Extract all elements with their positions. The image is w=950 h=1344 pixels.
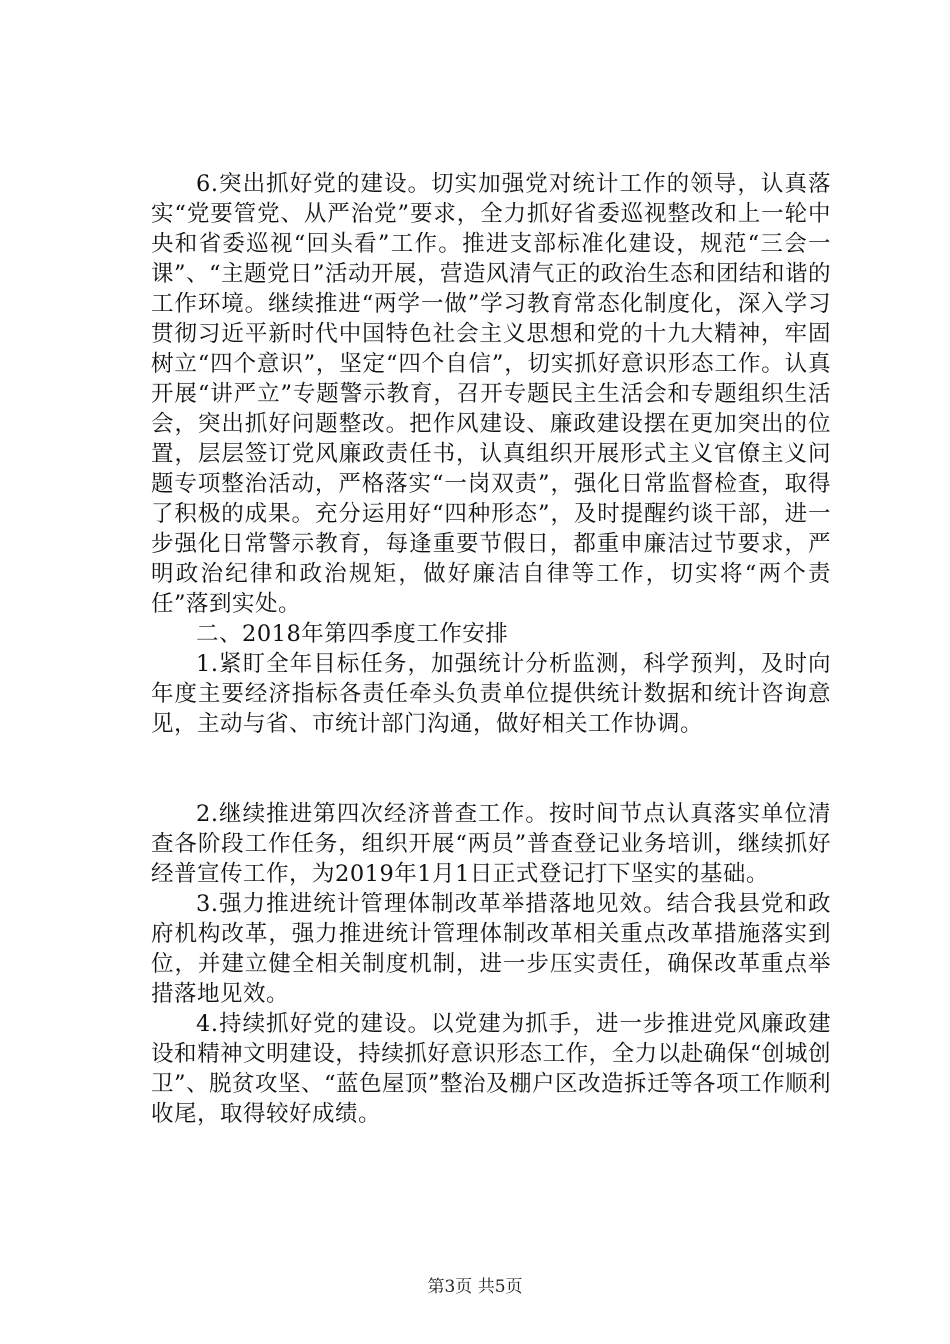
document-body: [151, 169, 831, 1129]
paragraph-continue-party-building: 4.持续抓好党的建设。以党建为抓手，进一步推进党风廉政建设和精神文明建设，持续抓好意识形态工作，全力以赴确保“创城创卫”、脱贫攻坚、“蓝色屋顶”整治及棚户区改造拆迁等各项工作顺利收尾，取得较好成绩。: [151, 1011, 832, 1127]
paragraph-annual-targets: 1.紧盯全年目标任务，加强统计分析监测，科学预判，及时向年度主要经济指标各责任牵头负责单位提供统计数据和统计咨询意见，主动与省、市统计部门沟通，做好相关工作协调。: [151, 651, 831, 737]
section-heading-q4-plan: 二、2018年第四季度工作安排: [196, 621, 509, 647]
paragraph-statistics-reform: 3.强力推进统计管理体制改革举措落地见效。结合我县党和政府机构改革，强力推进统计管理体制改革相关重点改革措施落实到位，并建立健全相关制度机制，进一步压实责任，确保改革重点举措落地见效。: [151, 891, 831, 1007]
paragraph-party-building: 6.突出抓好党的建设。切实加强党对统计工作的领导，认真落实“党要管党、从严治党”要求，全力抓好省委巡视整改和上一轮中央和省委巡视“回头看”工作。推进支部标准化建设，规范“三会一课”、“主题党日”活动开展，营造风清气正的政治生态和团结和谐的工作环境。继续推进“两学一做”学习教育常态化制度化，深入学习贯彻习近平新时代中国特色社会主义思想和党的十九大精神，牢固树立“四个意识”，坚定“四个自信”，切实抓好意识形态工作。认真开展“讲严立”专题警示教育，召开专题民主生活会和专题组织生活会，突出抓好问题整改。把作风建设、廉政建设摆在更加突出的位置，层层签订党风廉政责任书，认真组织开展形式主义官僚主义问题专项整治活动，严格落实“一岗双责”，强化日常监督检查，取得了积极的成果。充分运用好“四种形态”，及时提醒约谈干部，进一步强化日常警示教育，每逢重要节假日，都重申廉洁过节要求，严明政治纪律和政治规矩，做好廉洁自律等工作，切实将“两个责任”落到实处。: [151, 171, 832, 617]
paragraph-economic-census: 2.继续推进第四次经济普查工作。按时间节点认真落实单位清查各阶段工作任务，组织开展“两员”普查登记业务培训，继续抓好经普宣传工作，为2019年1月1日正式登记打下坚实的基础。: [151, 801, 831, 887]
page-number-footer: 第3页 共5页: [427, 1277, 523, 1297]
